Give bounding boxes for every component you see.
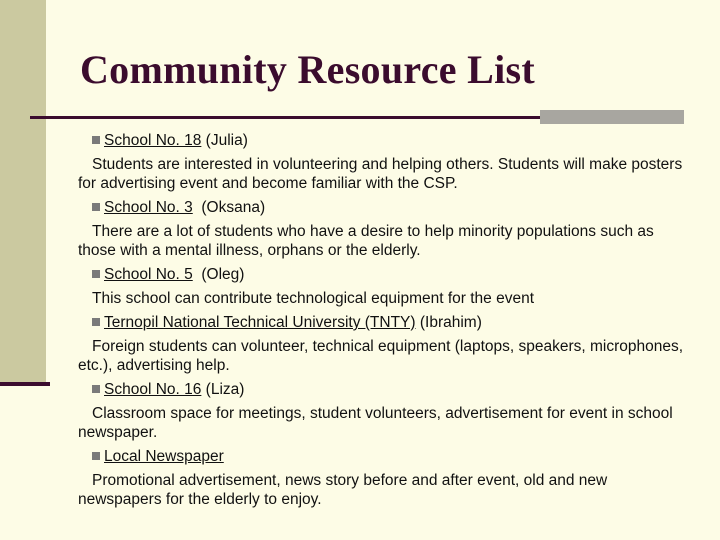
resource-contact: (Julia) (201, 132, 248, 149)
resource-list (78, 131, 690, 514)
square-bullet-icon (92, 203, 100, 211)
sidebar-decoration (0, 0, 46, 384)
resource-contact: (Oleg) (192, 266, 245, 283)
resource-link-school-16[interactable]: School No. 16 (104, 381, 202, 398)
page-title: Community Resource List (80, 47, 536, 92)
resource-entry (78, 380, 690, 442)
resource-heading (92, 380, 690, 399)
resource-link-tnty[interactable]: Ternopil National Technical University (TNTY) (104, 314, 416, 331)
resource-heading (92, 265, 690, 284)
resource-description: This school can contribute technological equipment for the event (92, 290, 535, 307)
resource-link-local-newspaper[interactable]: Local Newspaper (104, 448, 224, 465)
resource-heading (92, 198, 690, 217)
resource-heading (92, 313, 690, 332)
resource-contact: (Liza) (201, 381, 245, 398)
resource-heading (92, 447, 690, 466)
resource-description: There are a lot of students who have a desire to help minority populations such as those with a mental illness, orphans or the elderly. (78, 223, 654, 259)
square-bullet-icon (92, 318, 100, 326)
resource-entry (78, 131, 690, 193)
resource-link-school-18[interactable]: School No. 18 (104, 132, 202, 149)
resource-heading (92, 131, 690, 150)
resource-link-school-5[interactable]: School No. 5 (104, 266, 193, 283)
resource-entry (78, 313, 690, 375)
resource-description: Promotional advertisement, news story before and after event, old and new newspapers for the elderly to enjoy. (78, 472, 608, 508)
resource-description: Foreign students can volunteer, technical equipment (laptops, speakers, microphones, etc.), advertising help. (78, 338, 684, 374)
square-bullet-icon (92, 385, 100, 393)
resource-entry (78, 198, 690, 260)
title-underline-accent (540, 110, 684, 124)
resource-link-school-3[interactable]: School No. 3 (104, 199, 193, 216)
resource-description: Students are interested in volunteering and helping others. Students will make posters for advertising event and become familiar with the CSP. (78, 156, 683, 192)
square-bullet-icon (92, 452, 100, 460)
resource-entry (78, 265, 690, 308)
resource-contact: (Oksana) (192, 199, 266, 216)
resource-contact: (Ibrahim) (415, 314, 482, 331)
square-bullet-icon (92, 270, 100, 278)
square-bullet-icon (92, 136, 100, 144)
resource-entry (78, 447, 690, 509)
sidebar-rule (0, 382, 50, 386)
resource-description: Classroom space for meetings, student volunteers, advertisement for event in school newspaper. (78, 405, 673, 441)
